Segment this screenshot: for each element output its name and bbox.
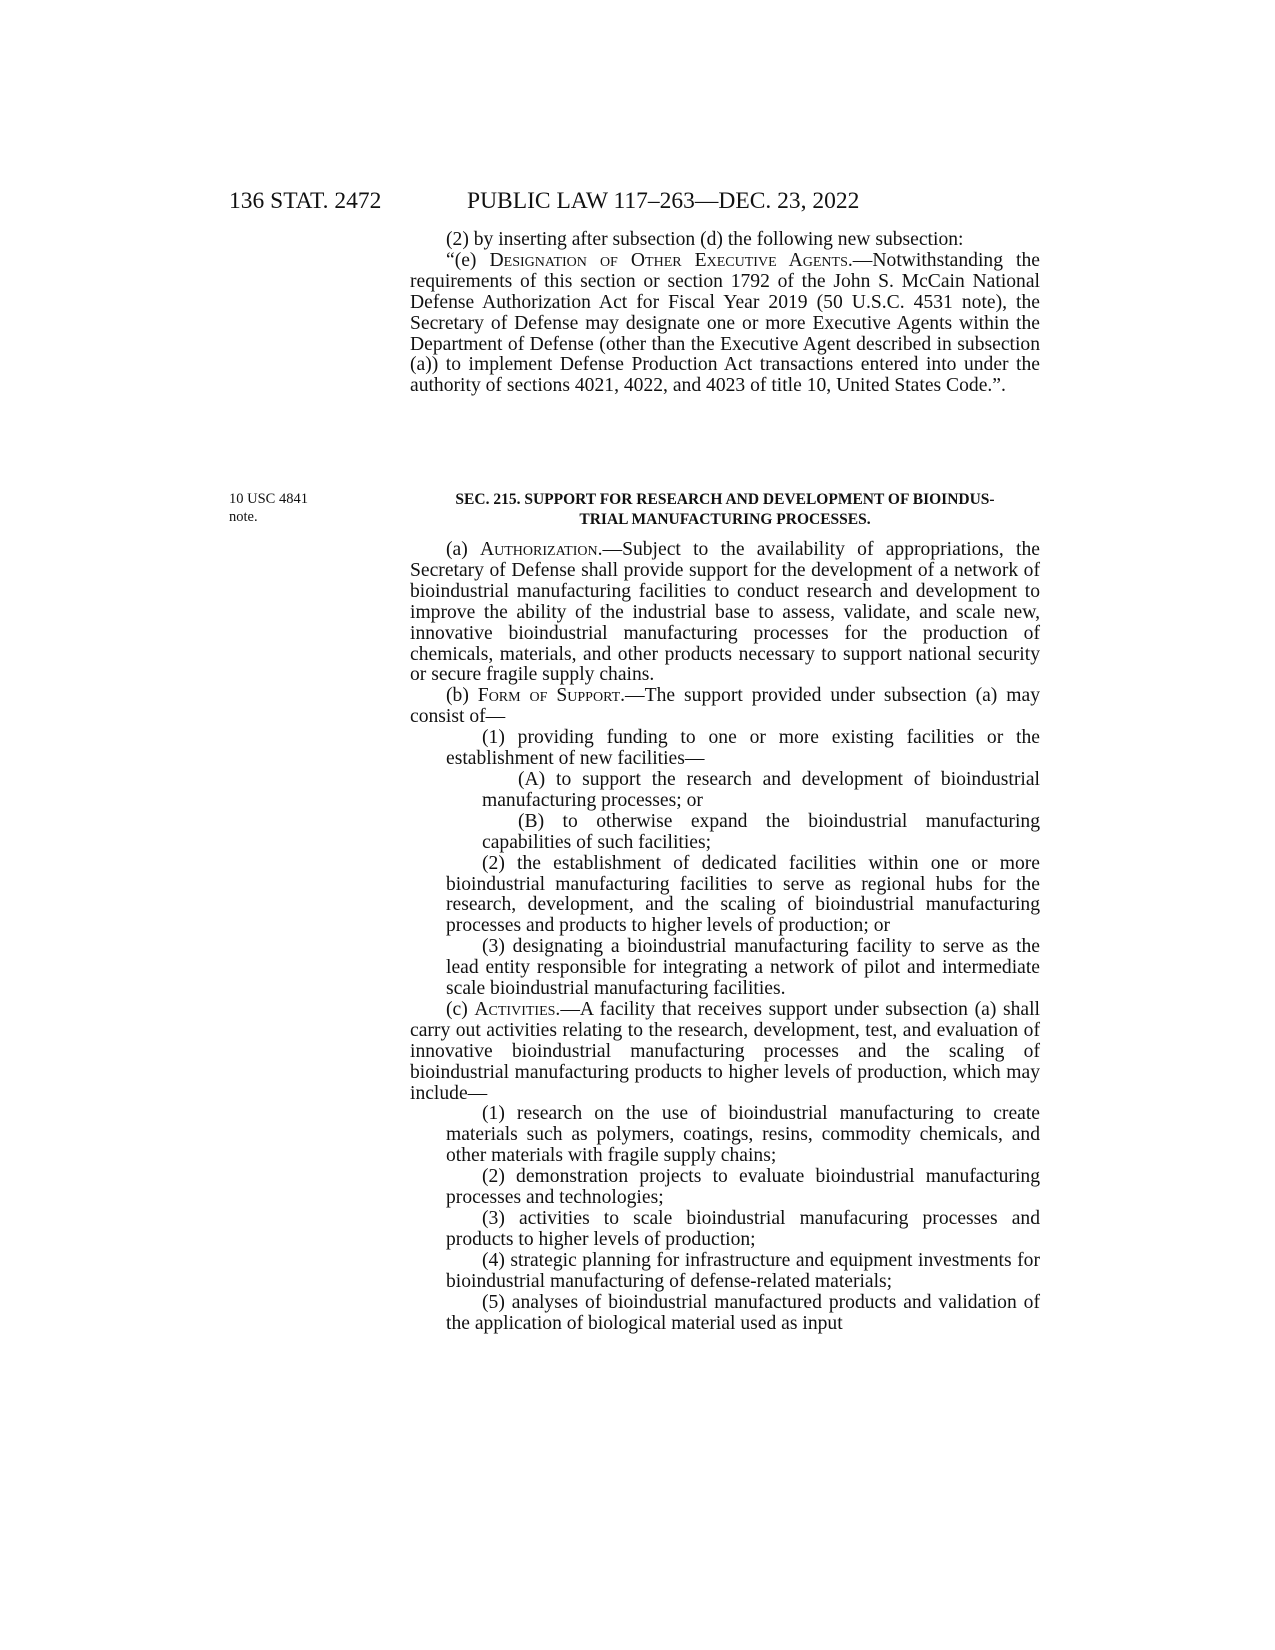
subsection-e-heading: Designation of Other Executive Agents [489,249,848,271]
subsection-c [410,1000,1040,1105]
section-body [410,540,1040,1334]
paragraph-c4: (4) strategic planning for infrastructure and equipment investments for bioindustrial manufacturing of defense-related materials; [446,1249,1040,1292]
subparagraph-b1A: (A) to support the research and development of bioindustrial manufacturing processes; or [482,768,1040,811]
subsection-a-prefix: (a) [446,539,480,560]
margin-note-suffix: note. [229,509,258,525]
subsection-b [410,686,1040,728]
public-law-title: PUBLIC LAW 117–263—DEC. 23, 2022 [467,188,860,214]
subsection-c-text: .—A facility that receives support under subsection (a) shall carry out activities relating to the research, development, test, and evaluation of innovative bioindustrial manufacturing processes and the scaling of bioindustrial manufacturing products to higher levels of production, which may include— [410,998,1040,1104]
paragraph-item-2: (2) by inserting after subsection (d) the following new subsection: [446,229,964,250]
subsection-e [410,251,1040,397]
subsection-a-text: .—Subject to the availability of appropriations, the Secretary of Defense shall provide support for the development of a network of bioindustrial manufacturing facilities to conduct research and development to improve the ability of the industrial base to assess, validate, and scale new, innovative bioindustrial manufacturing processes for the production of chemicals, materials, and other products necessary to support national security or secure fragile supply chains. [410,539,1040,686]
paragraph-c1: (1) research on the use of bioindustrial manufacturing to create materials such as polymers, coatings, resins, commodity chemicals, and other materials with fragile supply chains; [446,1103,1040,1167]
subsection-a [410,540,1040,686]
section-heading-line-2: TRIAL MANUFACTURING PROCESSES. [579,511,871,528]
subsection-c-prefix: (c) [446,998,475,1020]
margin-note [229,490,349,526]
paragraph-c3: (3) activities to scale bioindustrial manufacuring processes and products to higher levels of production; [446,1208,1040,1250]
subparagraph-b1B: (B) to otherwise expand the bioindustrial manufacturing capabilities of such facilities; [482,810,1040,853]
subsection-c-heading: Activities [474,998,556,1020]
margin-note-citation: 10 USC 4841 [229,491,308,507]
paragraph-b2: (2) the establishment of dedicated facilities within one or more bioindustrial manufacturing facilities to serve as regional hubs for the research, development, and the scaling of bioindustrial manufacturing processes and products to higher levels of production; or [446,852,1040,937]
paragraph-c2: (2) demonstration projects to evaluate bioindustrial manufacturing processes and technologies; [446,1166,1040,1209]
subsection-b-heading: Form of Support [477,685,621,707]
subsection-e-text: .—Notwithstanding the requirements of this section or section 1792 of the John S. McCain National Defense Authorization Act for Fiscal Year 2019 (50 U.S.C. 4531 note), the Secretary of Defense may designate one or more Executive Agents within the Department of Defense (other than the Executive Agent described in subsection (a)) to implement Defense Production Act transactions entered into under the authority of sections 4021, 4022, and 4023 of title 10, United States Code.”. [410,249,1040,397]
subsection-b-text: .—The support provided under subsection (a) may consist of— [410,685,1040,728]
page-header [229,181,1029,221]
subsection-e-prefix: “(e) [446,249,490,271]
subsection-a-heading: Authorization [480,539,598,560]
section-heading [410,490,1040,530]
section-heading-line-1: SEC. 215. SUPPORT FOR RESEARCH AND DEVELOPMENT OF BIOINDUS- [455,491,995,508]
paragraph-b3: (3) designating a bioindustrial manufacturing facility to serve as the lead entity responsible for integrating a network of pilot and intermediate scale bioindustrial manufacturing facilities. [446,936,1040,1000]
stat-page-number: 136 STAT. 2472 [229,188,382,214]
paragraph-c5: (5) analyses of bioindustrial manufactured products and validation of the application of biological material used as input [446,1291,1040,1334]
amendment-text [410,230,1040,397]
paragraph-b1: (1) providing funding to one or more existing facilities or the establishment of new facilities— [446,727,1040,770]
subsection-b-prefix: (b) [446,685,478,707]
